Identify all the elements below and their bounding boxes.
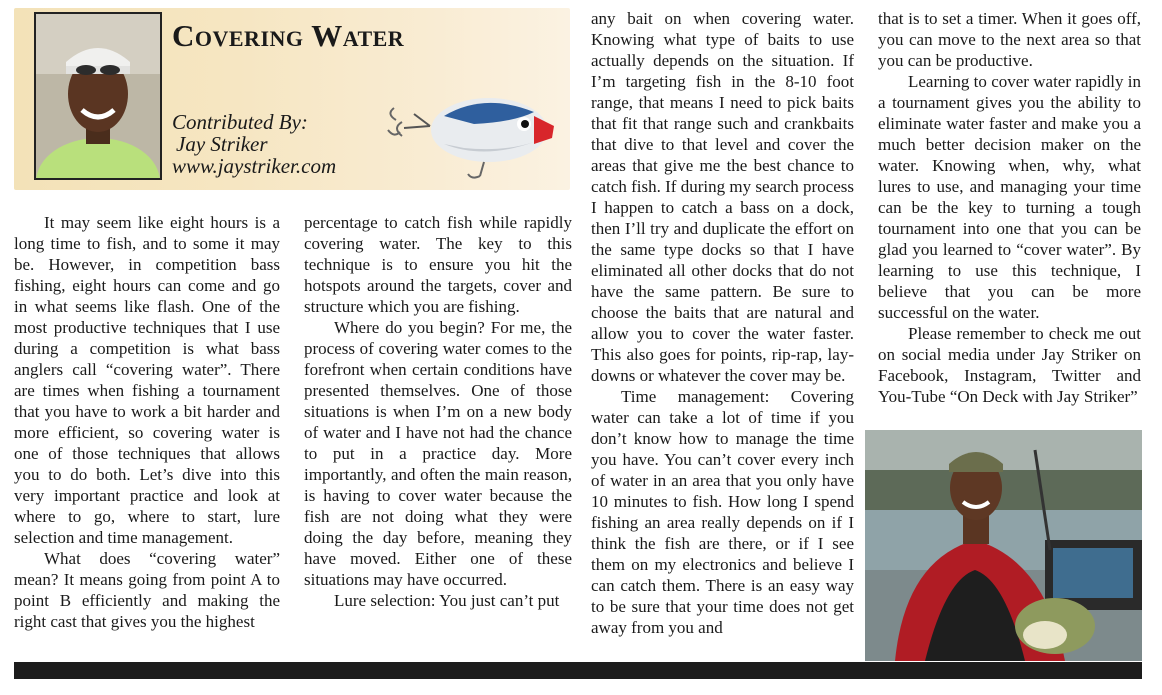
article-header <box>14 8 570 190</box>
author-website: www.jaystriker.com <box>172 154 337 178</box>
paragraph: Please remember to check me out on social media under Jay Striker on Facebook, Instagram, Twitter and You-Tube “On Deck with Jay Striker” <box>878 324 1141 406</box>
lure-illustration <box>384 86 564 182</box>
contributed-label: Contributed By: <box>172 110 308 134</box>
paragraph: Where do you begin? For me, the process of covering water comes to the forefront when certain conditions have presented themselves. One of those situations is when I’m on a new body of water and I have not had the chance to put in a practice day. More importantly, and often the main reason, is having to cover water because the fish are not doing what they were doing the day before, meaning they have moved. Either one of these situations may have occurred. <box>304 318 572 589</box>
article-column-3 <box>591 8 854 638</box>
paragraph: that is to set a timer. When it goes off, you can move to the next area so that you can be productive. <box>878 9 1141 70</box>
paragraph: It may seem like eight hours is a long time to fish, and to some it may be. However, in competition bass fishing, eight hours can come and go in what seems like flash. One of the most productive techniques that I use during a competition is what bass anglers call “covering water”. There are times when fishing a tournament that you have to work a bit harder and more efficient, so covering water is one of those techniques that allows you to do both. Let’s dive into this very important practice and look at where to go, where to start, lure selection and time management. <box>14 213 280 547</box>
paragraph: Time management: Covering water can take a lot of time if you don’t know how to manage the time you have. You can’t cover every inch of water in an area that you only have 10 minutes to fish. How long I spend fishing an area really depends on if I think the fish are there, or if I see them on my electronics and believe I can catch them. There is an easy way to be sure that your time does not get away from you and <box>591 387 854 637</box>
article-column-2 <box>304 212 572 611</box>
author-portrait-image <box>36 14 160 178</box>
crankbait-lure <box>384 86 564 182</box>
article-column-1 <box>14 212 280 632</box>
footer-bar <box>14 662 1142 679</box>
author-portrait <box>34 12 162 180</box>
paragraph: Lure selection: You just can’t put <box>334 591 560 610</box>
author-name: Jay Striker <box>176 132 268 156</box>
paragraph: any bait on when covering water. Knowing what type of baits to use actually depends on the situation. If I’m targeting fish in the 8-10 foot range, that means I need to pick baits that fit that range such and crankbaits that dive to that level and cover the areas that give me the best chance to catch fish. If during my search process I happen to catch a bass on a dock, then I’ll try and duplicate the effort on the same type docks so that I have eliminated all other docks that do not have the same pattern. Be sure to choose the baits that are natural and allow you to cover the water faster. This also goes for points, rip-rap, lay-downs or whatever the cover may be. <box>591 9 854 385</box>
angler-photo-image <box>865 430 1142 661</box>
byline <box>172 111 336 177</box>
paragraph: What does “covering water” mean? It means going from point A to point B efficiently and making the right cast that gives you the highest <box>14 549 280 631</box>
angler-photo <box>865 430 1142 661</box>
article-column-4 <box>878 8 1141 407</box>
paragraph: Learning to cover water rapidly in a tournament gives you the ability to eliminate water faster and make you a much better decision maker on the water. Knowing when, why, what lures to use, and managing your time can be the key to turning a tough tournament into one that you can be glad you learned to “cover water”. By learning to use this technique, I believe that you can be more successful on the water. <box>878 72 1141 322</box>
article-title: Covering Water <box>172 18 405 53</box>
paragraph: percentage to catch fish while rapidly covering water. The key to this technique is to ensure you hit the hotspots around the targets, cover and structure which you are fishing. <box>304 213 572 316</box>
